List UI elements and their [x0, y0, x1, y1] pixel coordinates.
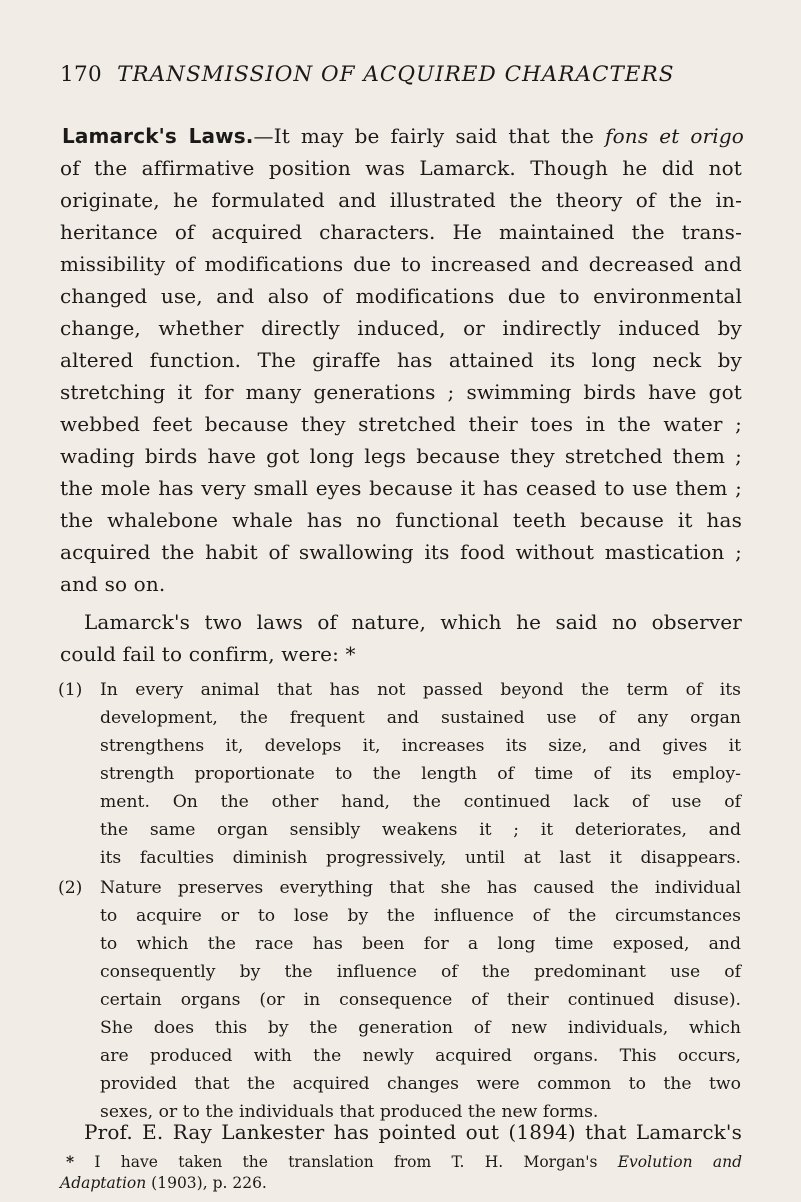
- para1-line: acquired the habit of swallowing its food without mastication ;: [60, 540, 742, 564]
- law2-line: certain organs (or in consequence of their continued disuse).: [100, 990, 741, 1010]
- law1-line: its faculties diminish progressively, until at last it disappears.: [100, 848, 741, 868]
- page-number: 170: [60, 62, 102, 87]
- para1-line: wading birds have got long legs because they stretched them ;: [60, 444, 742, 468]
- law1-line: strength proportionate to the length of time of its employ-: [100, 764, 741, 784]
- para1-line: Lamarck's Laws.—It may be fairly said that the fons et origo: [62, 124, 744, 148]
- law1-label: (1): [58, 680, 83, 700]
- para1-line: webbed feet because they stretched their toes in the water ;: [60, 412, 742, 436]
- law1-line: (1) In every animal that has not passed beyond the term of its: [58, 680, 741, 700]
- law2-line: consequently by the influence of the predominant use of: [100, 962, 741, 982]
- para2-line: could fail to confirm, were: *: [60, 642, 356, 666]
- running-title: TRANSMISSION OF ACQUIRED CHARACTERS: [117, 62, 675, 87]
- para2-line: Lamarck's two laws of nature, which he said no observer: [84, 610, 742, 634]
- footnote-line-2: Adaptation (1903), p. 226.: [60, 1174, 267, 1192]
- section-heading: Lamarck's Laws.: [62, 124, 254, 148]
- para1-line: the whalebone whale has no functional teeth because it has: [60, 508, 742, 532]
- running-header: [60, 62, 740, 87]
- para1-line: altered function. The giraffe has attained its long neck by: [60, 348, 742, 372]
- footnote-line: * I have taken the translation from T. H. Morgan's Evolution and: [66, 1152, 742, 1171]
- para1-line: originate, he formulated and illustrated the theory of the in-: [60, 188, 742, 212]
- para1-line: of the affirmative position was Lamarck. Though he did not: [60, 156, 742, 180]
- law1-line: development, the frequent and sustained use of any organ: [100, 708, 741, 728]
- para1-line: missibility of modifications due to increased and decreased and: [60, 252, 742, 276]
- law2-line: are produced with the newly acquired organs. This occurs,: [100, 1046, 741, 1066]
- law1-line: ment. On the other hand, the continued lack of use of: [100, 792, 741, 812]
- law2-line: (2) Nature preserves everything that she has caused the individual: [58, 878, 741, 898]
- law2-line: to acquire or to lose by the influence of the circumstances: [100, 906, 741, 926]
- para1-line: and so on.: [60, 572, 166, 596]
- para1-line: stretching it for many generations ; swimming birds have got: [60, 380, 742, 404]
- law2-line: to which the race has been for a long time exposed, and: [100, 934, 741, 954]
- law2-line: sexes, or to the individuals that produced the new forms.: [100, 1102, 599, 1122]
- law1-line: strengthens it, develops it, increases its size, and gives it: [100, 736, 741, 756]
- law2-line: provided that the acquired changes were common to the two: [100, 1074, 741, 1094]
- para1-line: the mole has very small eyes because it has ceased to use them ;: [60, 476, 742, 500]
- para1-line: change, whether directly induced, or indirectly induced by: [60, 316, 742, 340]
- law1-line: the same organ sensibly weakens it ; it deteriorates, and: [100, 820, 741, 840]
- footnote-mark: *: [66, 1152, 75, 1171]
- law2-line: She does this by the generation of new individuals, which: [100, 1018, 741, 1038]
- para1-line: changed use, and also of modifications due to environmental: [60, 284, 742, 308]
- para3-line: Prof. E. Ray Lankester has pointed out (1894) that Lamarck's: [84, 1120, 742, 1144]
- law2-label: (2): [58, 878, 83, 898]
- para1-line: heritance of acquired characters. He maintained the trans-: [60, 220, 742, 244]
